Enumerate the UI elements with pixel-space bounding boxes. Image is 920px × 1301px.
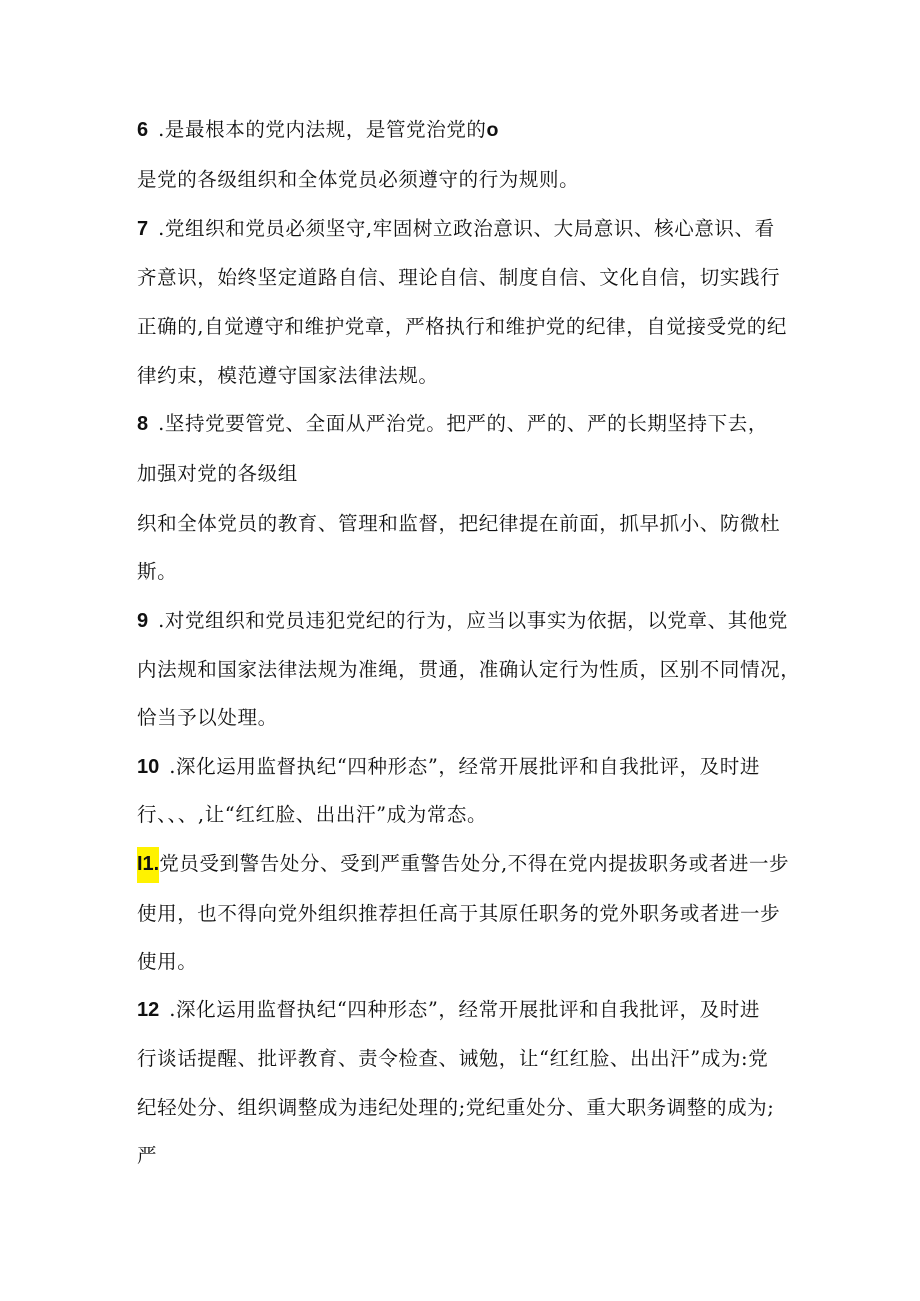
item-7-line-1 bbox=[137, 217, 775, 241]
item-text: .党组织和党员必须坚守,牢固树立政治意识、大局意识、核心意识、看 bbox=[158, 217, 775, 240]
item-text: .深化运用监督执纪“四种形态”，经常开展批评和自我批评，及时进 bbox=[169, 755, 760, 778]
item-text: .坚持党要管党、全面从严治党。把严的、严的、严的长期坚持下去， bbox=[158, 412, 768, 435]
item-7-line-4: 律约束，模范遵守国家法律法规。 bbox=[137, 364, 439, 387]
item-6-line-1 bbox=[137, 118, 499, 142]
highlighted-item-number: I1. bbox=[137, 847, 159, 883]
item-number: 8 bbox=[137, 413, 149, 435]
item-number: 9 bbox=[137, 610, 149, 632]
item-7-line-3: 正确的,自觉遵守和维护党章，严格执行和维护党的纪律，自觉接受党的纪 bbox=[137, 315, 787, 338]
item-text: .是最根本的党内法规，是管党治党的 bbox=[158, 118, 487, 141]
item-9-line-2: 内法规和国家法律法规为准绳，贯通，准确认定行为性质，区别不同情况， bbox=[137, 658, 801, 681]
item-11-line-1 bbox=[137, 852, 789, 876]
item-8-line-4: 斯。 bbox=[137, 560, 178, 583]
item-9-line-3: 恰当予以处理。 bbox=[137, 706, 278, 729]
item-12-line-3: 纪轻处分、组织调整成为违纪处理的;党纪重处分、重大职务调整的成为; bbox=[137, 1096, 775, 1119]
item-text: .对党组织和党员违犯党纪的行为，应当以事实为依据，以党章、其他党 bbox=[158, 609, 789, 632]
item-8-line-1 bbox=[137, 412, 768, 436]
item-7-line-2: 齐意识，始终坚定道路自信、理论自信、制度自信、文化自信，切实践行 bbox=[137, 266, 781, 289]
item-8-line-3: 织和全体党员的教育、管理和监督，把纪律提在前面，抓早抓小、防微杜 bbox=[137, 512, 781, 535]
item-number: 7 bbox=[137, 218, 149, 240]
item-6-line-2: 是党的各级组织和全体党员必须遵守的行为规则。 bbox=[137, 168, 580, 191]
item-number: 6 bbox=[137, 119, 149, 141]
item-12-line-1 bbox=[137, 998, 760, 1022]
item-9-line-1 bbox=[137, 609, 788, 633]
item-12-line-4: 严 bbox=[137, 1144, 158, 1167]
item-11-line-2: 使用，也不得向党外组织推荐担任高于其原任职务的党外职务或者进一步 bbox=[137, 902, 781, 925]
item-12-line-2: 行谈话提醒、批评教育、责令检查、诫勉，让“红红脸、出出汗”成为:党 bbox=[137, 1047, 769, 1070]
item-10-line-1 bbox=[137, 755, 760, 779]
item-number: 12 bbox=[137, 999, 160, 1021]
item-text: 党员受到警告处分、受到严重警告处分,不得在党内提拔职务或者进一步 bbox=[159, 852, 790, 875]
item-text: .深化运用监督执纪“四种形态”，经常开展批评和自我批评，及时进 bbox=[169, 998, 760, 1021]
item-number: 10 bbox=[137, 756, 160, 778]
item-8-line-2: 加强对党的各级组 bbox=[137, 462, 298, 485]
item-11-line-3: 使用。 bbox=[137, 950, 198, 973]
item-text-tail: o bbox=[486, 119, 500, 141]
item-10-line-2: 行、、、,让“红红脸、出出汗”成为常态。 bbox=[137, 803, 488, 826]
